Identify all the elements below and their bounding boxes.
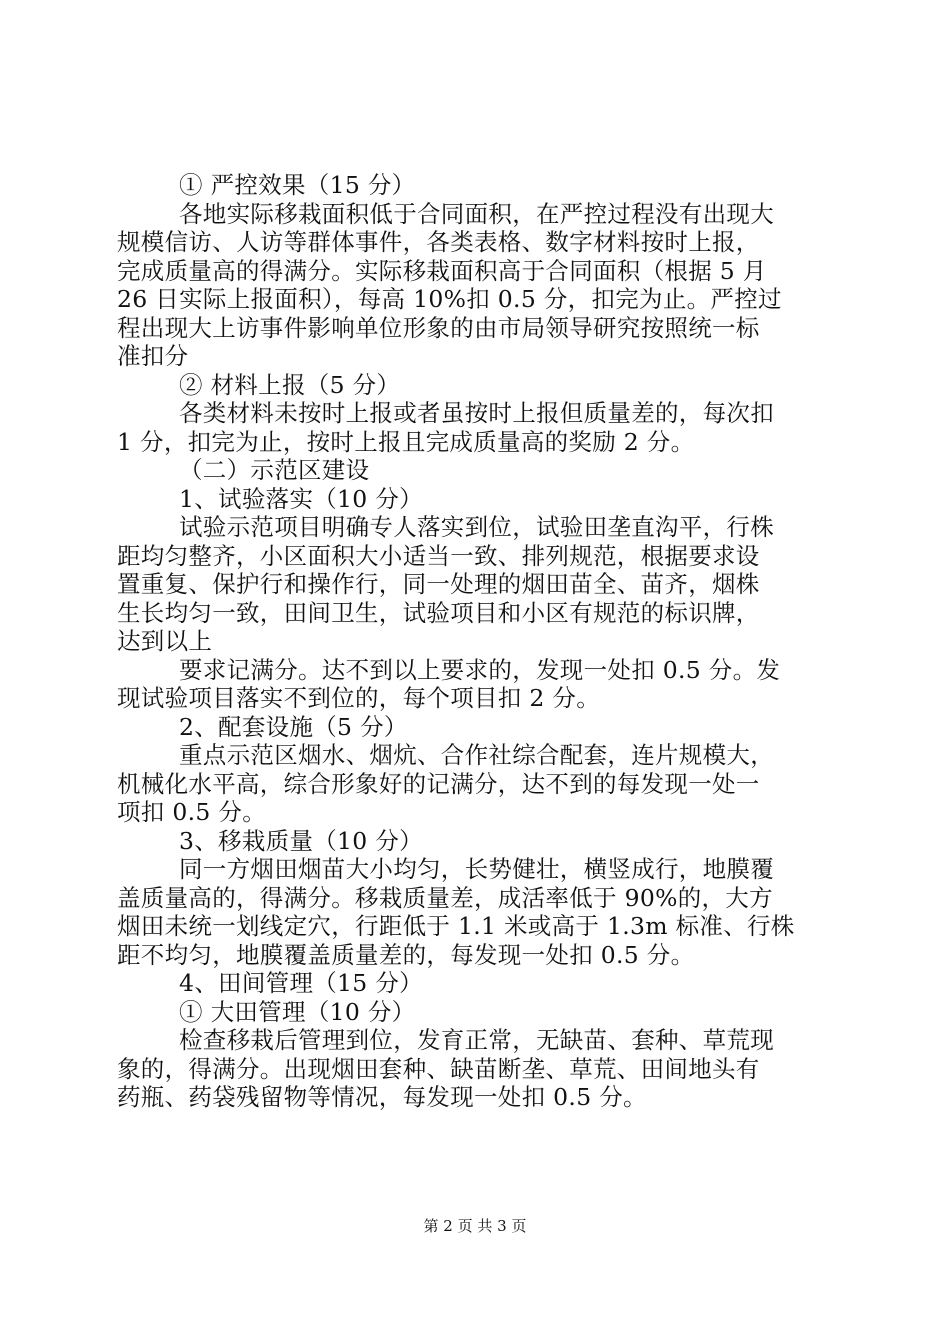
text-line: 规模信访、人访等群体事件，各类表格、数字材料按时上报， — [117, 228, 760, 256]
text-line: 2、配套设施（5 分） — [179, 712, 408, 741]
text-line: 完成质量高的得满分。实际移栽面积高于合同面积（根据 5 月 — [117, 256, 767, 285]
text-line: 各地实际移栽面积低于合同面积，在严控过程没有出现大 — [179, 199, 774, 228]
text-line: 项扣 0.5 分。 — [117, 798, 267, 826]
text-line: 26 日实际上报面积），每高 10%扣 0.5 分，扣完为止。严控过 — [117, 285, 782, 313]
page-footer: 第 2 页 共 3 页 — [423, 1217, 527, 1235]
text-line: ② 材料上报（5 分） — [179, 370, 401, 399]
text-line: 准扣分 — [117, 342, 189, 370]
text-line: 同一方烟田烟苗大小均匀，长势健壮，横竖成行，地膜覆 — [179, 855, 774, 883]
text-line: ① 大田管理（10 分） — [179, 997, 416, 1026]
text-line: 现试验项目落实不到位的，每个项目扣 2 分。 — [117, 684, 600, 712]
text-line: 达到以上 — [117, 627, 213, 655]
text-line: 重点示范区烟水、烟炕、合作社综合配套，连片规模大， — [179, 741, 774, 769]
text-line: 盖质量高的，得满分。移栽质量差，成活率低于 90%的，大方 — [117, 883, 773, 912]
text-line: 烟田未统一划线定穴，行距低于 1.1 米或高于 1.3m 标准、行株 — [117, 912, 795, 940]
text-line: 检查移栽后管理到位，发育正常，无缺苗、套种、草荒现 — [179, 1026, 774, 1054]
text-line: 药瓶、药袋残留物等情况，每发现一处扣 0.5 分。 — [117, 1083, 647, 1111]
text-line: 1、试验落实（10 分） — [179, 484, 423, 513]
text-line: 4、田间管理（15 分） — [179, 969, 423, 997]
text-line: 3、移栽质量（10 分） — [179, 826, 423, 855]
text-line: 距不均匀，地膜覆盖质量差的，每发现一处扣 0.5 分。 — [117, 940, 695, 969]
text-line: 生长均匀一致，田间卫生，试验项目和小区有规范的标识牌， — [117, 598, 760, 627]
document-body — [117, 171, 837, 1112]
text-line: 象的，得满分。出现烟田套种、缺苗断垄、草荒、田间地头有 — [117, 1054, 760, 1083]
text-line: 1 分，扣完为止，按时上报且完成质量高的奖励 2 分。 — [117, 427, 695, 456]
text-line: （二）示范区建设 — [179, 456, 370, 484]
text-line: 要求记满分。达不到以上要求的，发现一处扣 0.5 分。发 — [179, 655, 781, 684]
text-line: ① 严控效果（15 分） — [179, 171, 416, 199]
text-line: 程出现大上访事件影响单位形象的由市局领导研究按照统一标 — [117, 313, 760, 342]
text-line: 置重复、保护行和操作行，同一处理的烟田苗全、苗齐，烟株 — [117, 570, 760, 598]
text-line: 机械化水平高，综合形象好的记满分，达不到的每发现一处一 — [117, 769, 760, 798]
text-line: 距均匀整齐，小区面积大小适当一致、排列规范，根据要求设 — [117, 541, 760, 570]
text-line: 各类材料未按时上报或者虽按时上报但质量差的，每次扣 — [179, 399, 774, 427]
text-line: 试验示范项目明确专人落实到位，试验田垄直沟平，行株 — [179, 513, 774, 541]
